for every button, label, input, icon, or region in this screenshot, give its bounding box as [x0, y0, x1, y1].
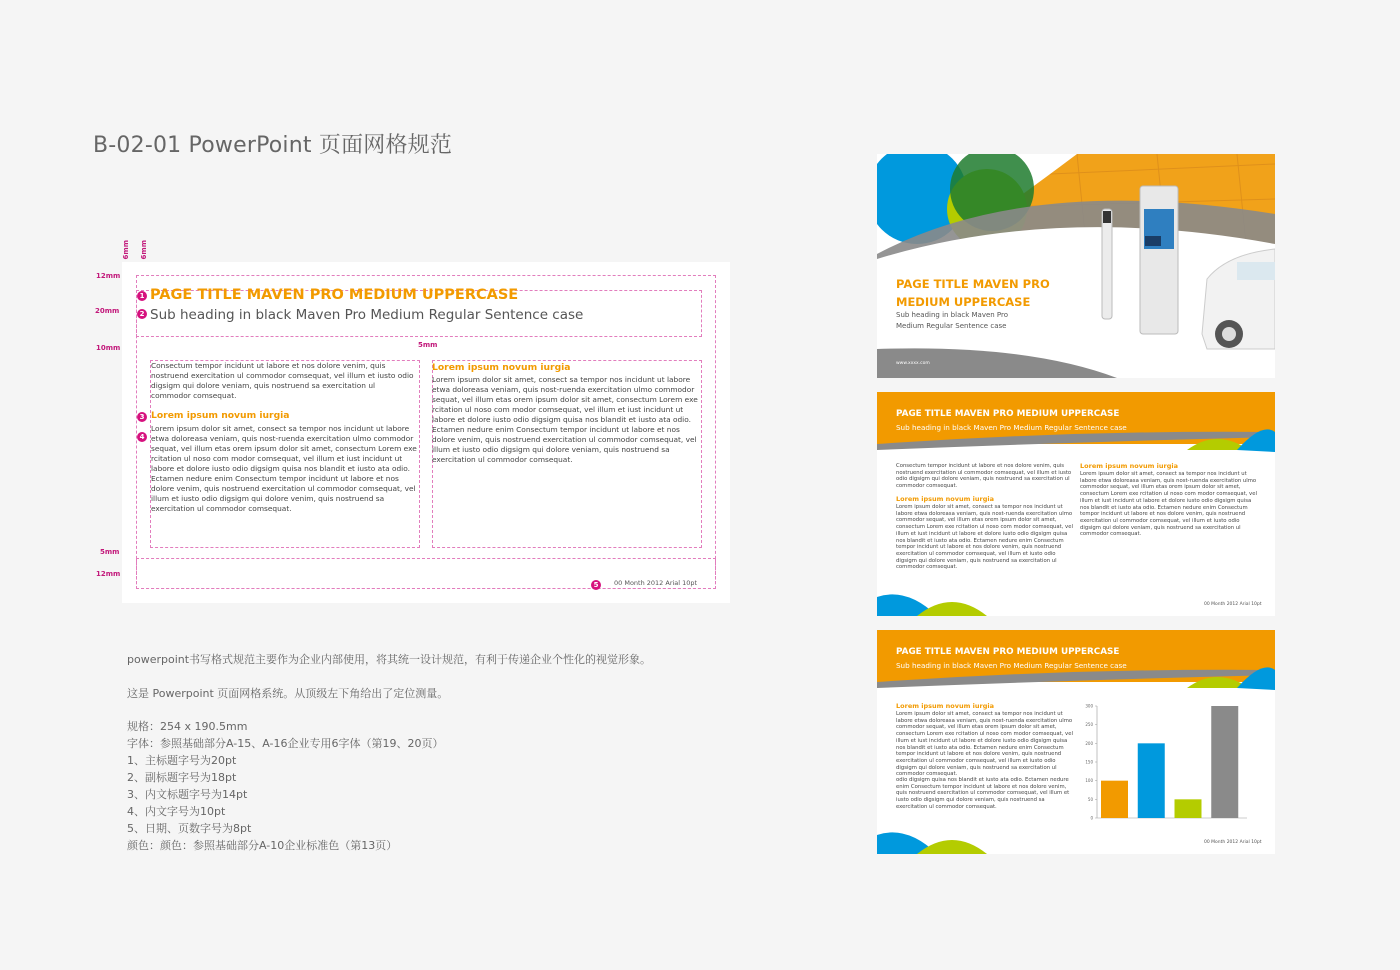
description-line-1: powerpoint书写格式规范主要作为企业内部使用，将其统一设计规范，有利于传递企业个性化的视觉形象。: [127, 653, 652, 666]
spec-size: 规格：254 x 190.5mm: [127, 720, 248, 733]
marker-4: 4: [137, 432, 147, 442]
y-tick-label: 0: [1090, 815, 1093, 821]
mm-label-bottom-gap: 5mm: [100, 548, 120, 556]
left-intro-text: Consectum tempor incidunt ut labore et nos dolore venim, quis nostruend exercitation ul commodor comsequat, vel illum et iusto odio digsigm qui dolore veniam, quis nostruend sa exercitation ul commodor comsequat.: [151, 361, 414, 400]
marker-2: 2: [137, 309, 147, 319]
slide2-left-heading: Lorem ipsum novum iurgia: [896, 495, 994, 503]
right-subheading: Lorem ipsum novum iurgia: [432, 362, 571, 373]
mm-label-title: 20mm: [95, 307, 120, 315]
marker-3: 3: [137, 412, 147, 422]
y-tick-label: 50: [1087, 796, 1093, 802]
mm-label-footer: 12mm: [96, 570, 121, 578]
y-tick-label: 200: [1085, 740, 1093, 746]
slide-text-layout: [877, 392, 1275, 616]
slide3-date: 00 Month 2012 Arial 10pt: [1204, 840, 1262, 845]
slide3-title: PAGE TITLE MAVEN PRO MEDIUM UPPERCASE: [896, 647, 1120, 657]
slide2-left-intro: Consectum tempor incidunt ut labore et nos dolore venim, quis nostruend exercitation ul commodor comsequat, vel illum et iusto odio digsigm qui dolore veniam, quis nostruend sa exercitation ul commodor comsequat.: [896, 463, 1072, 490]
slide3-body-2: odio digsigm quisa nos blandit et iusto ata odio. Ectamen nedure enim Consectum tempor incidunt ut labore et nos dolore venim, quis nostruend exercitation ul commodor comsequat, vel illum et iusto odio digsigm qui dolore veniam, quis nostruend sa exercitation ul commodor comsequat.: [896, 777, 1070, 810]
slide2-date: 00 Month 2012 Arial 10pt: [1204, 602, 1262, 607]
slide2-right-body: Lorem ipsum dolor sit amet, consect sa tempor nos incidunt ut labore etwa doloreasa veniam, quis nost-ruenda exercitation ulmo commodor sequat, vel illum etas orem ipsum dolor sit amet, consectum Lorem exe rcitation ul noso com modor comsequat, vel illum et iust incidunt ut labore et dolore iusto odio digsigm quisa nos blandit et iusto ata odio. Ectamen nedure enim Consectum tempor incidunt ut labore et nos dolore venim, quis nostruend exercitation ul commodor comsequat, vel illum et iusto odio digsigm qui dolore veniam, quis nostruend sa exercitation ul commodor comsequat.: [1080, 471, 1257, 538]
mm-label-gutter: 5mm: [418, 341, 438, 349]
slide2-right-heading: Lorem ipsum novum iurgia: [1080, 462, 1178, 470]
slide3-heading: Lorem ipsum novum iurgia: [896, 702, 994, 710]
grid-diagram: [122, 262, 730, 603]
slide2-left-body: Lorem ipsum dolor sit amet, consect sa tempor nos incidunt ut labore etwa doloreasa veniam, quis nost-ruenda exercitation ulmo commodor sequat, vel illum etas orem ipsum dolor sit amet, consectum Lorem exe rcitation ul noso com modor comsequat, vel illum et iust incidunt ut labore et dolore iusto odio digsigm quisa nos blandit et iusto ata odio. Ectamen nedure enim Consectum tempor incidunt ut labore et nos dolore venim, quis nostruend exercitation ul commodor comsequat, vel illum et iusto odio digsigm qui dolore veniam, quis nostruend sa exercitation ul commodor comsequat.: [896, 504, 1073, 571]
sample-title: PAGE TITLE MAVEN PRO MEDIUM UPPERCASE: [150, 287, 519, 303]
y-tick-label: 150: [1085, 759, 1093, 765]
y-tick-label: 250: [1085, 722, 1093, 728]
right-body-text: Lorem ipsum dolor sit amet, consect sa tempor nos incidunt ut labore etwa doloreasa veniam, quis nost-ruenda exercitation ulmo commodor sequat, vel illum etas orem ipsum dolor sit amet, consectum Lorem exe rcitation ul noso com modor comsequat, vel illum et iust incidunt ut labore et dolore iusto odio digsigm quisa nos blandit et iusto ata odio. Ectamen nedure enim Consectum tempor incidunt ut labore et nos dolore venim, quis nostruend exercitation ul commodor comsequat, vel illum et iusto odio digsigm qui dolore veniam, quis nostruend sa exercitation ul commodor comsequat.: [432, 375, 698, 464]
cover-url: www.xxxx.com: [896, 361, 930, 366]
cover-sub-line-2: Medium Regular Sentence case: [896, 322, 1007, 330]
spec-title-size: 1、主标题字号为20pt: [127, 754, 237, 767]
slide-chart-layout: [877, 630, 1275, 854]
description-line-2: 这是 Powerpoint 页面网格系统。从顶级左下角给出了定位测量。: [127, 687, 449, 700]
date-footer: 00 Month 2012 Arial 10pt: [614, 579, 698, 587]
bar-3: [1175, 799, 1202, 818]
left-body-text: Lorem ipsum dolor sit amet, consect sa tempor nos incidunt ut labore etwa doloreasa veniam, quis nost-ruenda exercitation ulmo commodor sequat, vel illum etas orem ipsum dolor sit amet, consectum Lorem exe rcitation ul noso com modor comsequat, vel illum et iust incidunt ut labore et dolore iusto odio digsigm quisa nos blandit et iusto ata odio. Ectamen nedure enim Consectum tempor incidunt ut labore et nos dolore venim, quis nostruend exercitation ul commodor comsequat, vel illum et iusto odio digsigm qui dolore venim, quis nostruend sa exercitation ul commodor comsequat.: [151, 424, 417, 513]
spec-body-size: 4、内文字号为10pt: [127, 805, 226, 818]
y-tick-label: 100: [1085, 778, 1093, 784]
left-subheading: Lorem ipsum novum iurgia: [151, 410, 290, 421]
mm-label-gap: 10mm: [96, 344, 121, 352]
spec-date-size: 5、日期、页数字号为8pt: [127, 822, 252, 835]
spec-font: 字体：参照基础部分A-15、A-16企业专用6字体（第19、20页）: [127, 737, 444, 750]
spec-colors: 颜色：颜色：参照基础部分A-10企业标准色（第13页）: [127, 839, 398, 852]
slide2-title: PAGE TITLE MAVEN PRO MEDIUM UPPERCASE: [896, 409, 1120, 419]
slide3-body-1: Lorem ipsum dolor sit amet, consect sa tempor nos incidunt ut labore etwa doloreasa veniam, quis nost-ruenda exercitation ulmo commodor sequat, vel illum etas orem ipsum dolor sit amet, consectum Lorem exe rcitation ul noso com modor comsequat, vel illum et iust incidunt ut labore et dolore iusto odio digsigm quisa nos blandit et iusto ata odio. Ectamen nedure enim Consectum tempor incidunt ut labore et nos dolore venim, quis nostruend exercitation ul commodor comsequat, vel illum et iusto odio digsigm qui dolore veniam, quis nostruend sa exercitation ul commodor comsequat.: [896, 711, 1073, 778]
page-title: B-02-01 PowerPoint 页面网格规范: [93, 133, 453, 158]
slide-cover: [877, 154, 1275, 378]
spec-subtitle-size: 2、副标题字号为18pt: [127, 771, 237, 784]
slide3-subtitle: Sub heading in black Maven Pro Medium Regular Sentence case: [896, 661, 1127, 670]
y-tick-label: 300: [1085, 703, 1093, 709]
slide2-subtitle: Sub heading in black Maven Pro Medium Regular Sentence case: [896, 423, 1127, 432]
cover-graphic: [877, 154, 1275, 378]
cover-title-line-2: MEDIUM UPPERCASE: [896, 295, 1031, 309]
mm-label-top: 12mm: [96, 272, 121, 280]
marker-1: 1: [137, 291, 147, 301]
sample-subtitle: Sub heading in black Maven Pro Medium Regular Sentence case: [150, 307, 584, 323]
cover-title-line-1: PAGE TITLE MAVEN PRO: [896, 277, 1050, 291]
bar-2: [1138, 743, 1165, 818]
bar-1: [1101, 781, 1128, 818]
spec-heading-size: 3、内文标题字号为14pt: [127, 788, 248, 801]
bar-4: [1211, 706, 1238, 818]
marker-5: 5: [591, 580, 601, 590]
cover-sub-line-1: Sub heading in black Maven Pro: [896, 311, 1009, 319]
bar-chart: [1077, 700, 1257, 830]
